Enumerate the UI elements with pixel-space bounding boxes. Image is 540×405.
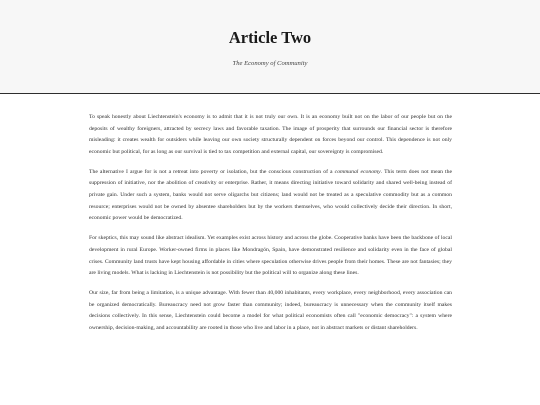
paragraph: Our size, far from being a limitation, is a unique advantage. With fewer than 40,000 inhabitants, every workplace, every neighborhood, every association can be organized democratically. Bureaucracy need not grow faster than community; indeed, bureaucracy is unnecessary when the community itself makes decisions collectively. In this sense, Liechtenstein could become a model for what political economists often call "economic democracy": a system where ownership, decision-making, and accountability are rooted in those who live and labor in a place, not in abstract markets or distant shareholders.	[89, 290, 452, 331]
paragraph	[89, 167, 452, 225]
article-title: Article Two	[228, 28, 312, 47]
paragraph: To speak honestly about Liechtenstein's economy is to admit that it is not truly our own. It is an economy built not on the labor of our people but on the deposits of wealthy foreigners, attracted by secrecy laws and favorable taxation. The image of prosperity that surrounds our financial sector is therefore misleading: it creates wealth for outsiders while leaving our own society structurally dependent on forces beyond our control. This dependence is not only economic but political, for as long as our survival is tied to tax competition and external capital, our sovereignty is compromised.	[89, 114, 452, 155]
paragraph-text: The alternative I argue for is not a retreat into poverty or isolation, but the conscious construction of a	[89, 168, 335, 175]
paragraph-text: . This term does not mean the suppression of initiative, nor the abolition of creativity or enterprise. Rather, it means directing initiative toward solidarity and shared well-being instead of private gain. Under such a system, banks would not serve oligarchs but citizens; land would not be treated as a speculative commodity but as a common resource; enterprises would not be owned by absentee shareholders but by the workers themselves, who would collectively decide their direction. In short, economic power would be democratized.	[89, 168, 453, 222]
paragraph-emphasis: communal economy	[334, 168, 381, 175]
article-subtitle: The Economy of Community	[232, 60, 308, 67]
article-body	[89, 112, 452, 343]
paragraph: For skeptics, this may sound like abstract idealism. Yet examples exist across history and across the globe. Cooperative banks have been the backbone of local development in rural Europe. Worker-owned firms in places like Mondragón, Spain, have demonstrated resilience and solidarity even in the face of global crises. Community land trusts have kept housing affordable in cities where speculation otherwise drives people from their homes. These are not fantasies; they are living models. What is lacking in Liechtenstein is not possibility but the political will to organize along these lines.	[89, 235, 452, 277]
article-header	[0, 0, 540, 94]
